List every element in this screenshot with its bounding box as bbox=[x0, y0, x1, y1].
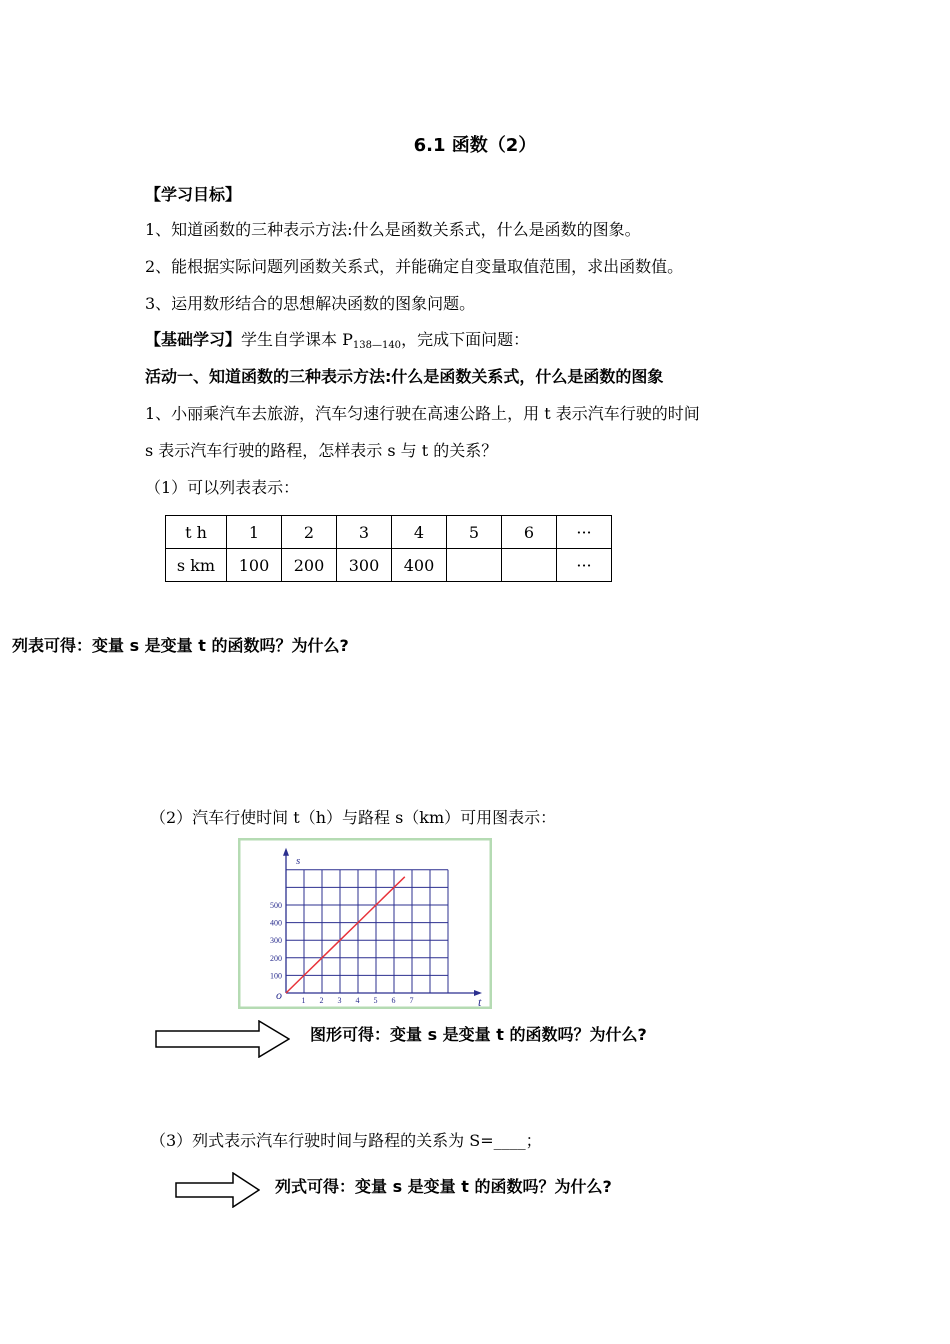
table-cell: ··· bbox=[557, 516, 612, 549]
y-tick-label: 100 bbox=[270, 971, 282, 981]
table-cell: 5 bbox=[447, 516, 502, 549]
table-cell: 100 bbox=[227, 549, 282, 582]
part3-line bbox=[150, 1128, 542, 1151]
basic-text: 学生自学课本 P bbox=[241, 330, 353, 349]
table-cell: 300 bbox=[337, 549, 392, 582]
origin-label: o bbox=[276, 988, 282, 1002]
arrow-icon bbox=[175, 1172, 260, 1208]
x-tick-label: 4 bbox=[355, 996, 360, 1005]
graph-question: 图形可得：变量 s 是变量 t 的函数吗？为什么? bbox=[310, 1025, 647, 1044]
formula-blank: ____ bbox=[493, 1131, 526, 1150]
basic-heading: 【基础学习】 bbox=[145, 330, 242, 349]
y-tick-label: 300 bbox=[270, 936, 282, 946]
objective-item: 2、能根据实际问题列函数关系式，并能确定自变量取值范围，求出函数值。 bbox=[145, 257, 684, 276]
table-cell: 6 bbox=[502, 516, 557, 549]
table-row bbox=[166, 516, 612, 549]
page-range: 138—140 bbox=[352, 340, 402, 351]
formula-question: 列式可得：变量 s 是变量 t 的函数吗？为什么? bbox=[275, 1177, 612, 1196]
part3-text: （3）列式表示汽车行驶时间与路程的关系为 S= bbox=[150, 1131, 494, 1150]
data-table bbox=[165, 515, 612, 582]
distance-time-chart bbox=[238, 838, 492, 1009]
table-cell: s km bbox=[166, 549, 227, 582]
objective-item: 1、知道函数的三种表示方法:什么是函数关系式，什么是函数的图象。 bbox=[145, 220, 641, 239]
x-tick-label: 7 bbox=[409, 996, 414, 1005]
y-tick-label: 400 bbox=[270, 918, 282, 928]
x-tick-label: 6 bbox=[391, 996, 396, 1005]
table-cell: t h bbox=[166, 516, 227, 549]
table-cell bbox=[502, 549, 557, 582]
x-axis-label: t bbox=[478, 995, 482, 1009]
x-tick-label: 3 bbox=[337, 996, 342, 1005]
part1-label: （1）可以列表表示： bbox=[145, 478, 300, 497]
table-cell: 2 bbox=[282, 516, 337, 549]
y-axis-label: s bbox=[296, 854, 301, 867]
part2-label: （2）汽车行使时间 t（h）与路程 s（km）可用图表示： bbox=[150, 808, 557, 827]
question-text: 1、小丽乘汽车去旅游，汽车匀速行驶在高速公路上，用 t 表示汽车行驶的时间 bbox=[145, 404, 700, 423]
objective-item: 3、运用数形结合的思想解决函数的图象问题。 bbox=[145, 294, 476, 313]
basic-study-line bbox=[145, 327, 529, 351]
table-cell: 3 bbox=[337, 516, 392, 549]
table-cell: ··· bbox=[557, 549, 612, 582]
page-title: 6.1 函数（2） bbox=[413, 135, 537, 156]
question-text: s 表示汽车行驶的路程，怎样表示 s 与 t 的关系？ bbox=[145, 441, 498, 460]
table-question: 列表可得：变量 s 是变量 t 的函数吗？为什么? bbox=[12, 636, 349, 655]
table-cell bbox=[447, 549, 502, 582]
basic-text-after: ，完成下面问题： bbox=[401, 330, 530, 349]
table-cell: 1 bbox=[227, 516, 282, 549]
x-tick-label: 5 bbox=[373, 996, 378, 1005]
activity-heading: 活动一、知道函数的三种表示方法:什么是函数关系式，什么是函数的图象 bbox=[145, 367, 664, 386]
y-tick-label: 200 bbox=[270, 953, 282, 963]
y-tick-label: 500 bbox=[270, 901, 282, 910]
x-tick-label: 1 bbox=[301, 996, 306, 1005]
arrow-icon bbox=[155, 1020, 290, 1058]
objectives-heading: 【学习目标】 bbox=[145, 185, 242, 204]
table-cell: 4 bbox=[392, 516, 447, 549]
table-cell: 200 bbox=[282, 549, 337, 582]
part3-end: ； bbox=[525, 1131, 542, 1150]
table-row bbox=[166, 549, 612, 582]
table-cell: 400 bbox=[392, 549, 447, 582]
x-tick-label: 2 bbox=[319, 996, 324, 1005]
